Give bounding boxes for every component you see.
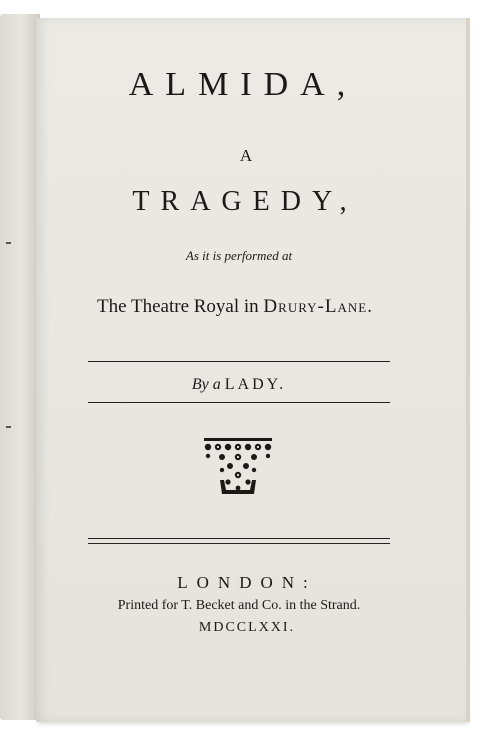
- year-line: MDCCLXXI.: [198, 620, 296, 635]
- performed-line: As it is performed at: [185, 248, 293, 263]
- theatre-prefix: The Theatre Royal in: [97, 296, 264, 317]
- genre-heading: TRAGEDY,: [132, 186, 358, 217]
- byline-author: LADY.: [224, 376, 287, 393]
- book-spine: [0, 14, 40, 720]
- page-edge: [466, 18, 470, 722]
- city-line: LONDON:: [177, 573, 317, 592]
- theatre-line: [20, 296, 450, 318]
- fleuron-ornament-icon: [202, 436, 274, 498]
- title-page: [36, 18, 466, 722]
- play-title: ALMIDA,: [128, 66, 358, 103]
- byline-prefix: By a: [191, 376, 225, 393]
- rule-bottom: [88, 402, 390, 403]
- rule-double: [88, 538, 390, 539]
- byline: [24, 376, 454, 394]
- spine-mark: [6, 242, 11, 244]
- rule-top: [88, 361, 390, 362]
- spine-mark: [6, 426, 11, 428]
- imprint-line: Printed for T. Becket and Co. in the Strand.: [117, 598, 361, 613]
- theatre-name: Drury-Lane.: [263, 296, 373, 317]
- article-a: A: [239, 146, 255, 165]
